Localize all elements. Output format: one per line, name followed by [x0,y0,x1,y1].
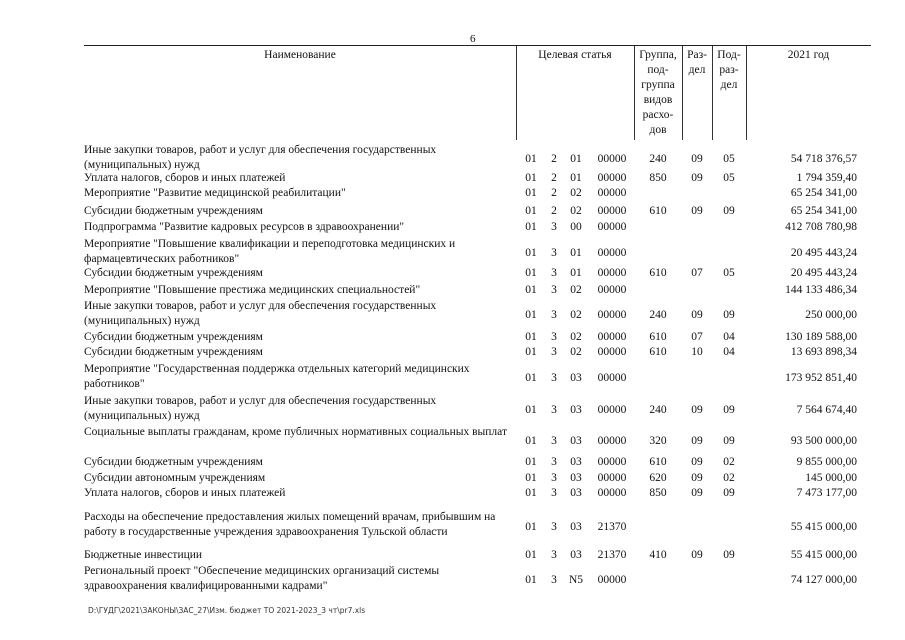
row-subsection: 09 [723,435,735,447]
row-name: Субсидии бюджетным учреждениям [84,456,263,468]
row-c4: 21370 [597,549,627,561]
row-c1: 01 [525,221,537,233]
row-c3: 01 [570,153,582,165]
row-amount: 7 564 674,40 [796,404,857,416]
row-c1: 01 [525,331,537,343]
header-group [634,46,682,140]
row-section: 09 [691,309,703,321]
row-name: Субсидии бюджетным учреждениям [84,267,263,279]
row-name: Уплата налогов, сборов и иных платежей [84,172,286,184]
table-row [84,564,871,594]
row-name: Субсидии бюджетным учреждениям [84,346,263,358]
row-group: 620 [649,472,667,484]
row-c4: 00000 [597,346,627,358]
header-group-line: расхо- [642,109,674,121]
row-c3: N5 [568,574,584,586]
row-subsection: 02 [723,472,735,484]
row-c1: 01 [525,521,537,533]
page-number: 6 [470,33,476,45]
row-subsection: 09 [723,205,735,217]
row-amount: 13 693 898,34 [790,346,857,358]
row-amount: 55 415 000,00 [790,521,857,533]
header-group-line: под- [647,64,669,76]
row-c2: 3 [551,221,557,233]
row-c2: 3 [551,247,557,259]
row-c2: 3 [551,284,557,296]
row-c2: 3 [551,346,557,358]
header-subsection-line: раз- [719,64,739,76]
row-c1: 01 [525,267,537,279]
row-name: Иные закупки товаров, работ и услуг для обеспечения государственных (муниципальных) нужд [84,395,437,422]
row-group: 240 [649,309,667,321]
row-amount: 144 133 486,34 [785,284,857,296]
table-row [84,220,871,235]
row-c4: 00000 [597,153,627,165]
row-c4: 00000 [597,404,627,416]
table-row [84,455,871,470]
row-amount: 65 254 341,00 [790,187,857,199]
row-group: 850 [649,487,667,499]
row-c1: 01 [525,346,537,358]
row-c1: 01 [525,153,537,165]
table-row [84,204,871,219]
table-row [84,548,871,563]
row-c4: 00000 [597,372,627,384]
table-row [84,237,871,267]
row-name: Расходы на обеспечение предоставления жилых помещений врачам, прибывшим на работу в государственные учреждения здравоохранения Тульской области [84,511,496,538]
row-section: 09 [691,472,703,484]
row-name: Бюджетные инвестиции [84,549,203,561]
table-row [84,425,871,455]
row-c2: 3 [551,309,557,321]
row-c3: 03 [570,372,582,384]
row-subsection: 02 [723,456,735,468]
row-c1: 01 [525,435,537,447]
row-amount: 145 000,00 [805,472,857,484]
row-c3: 02 [570,187,582,199]
row-c4: 21370 [597,521,627,533]
row-c4: 00000 [597,574,627,586]
row-c4: 00000 [597,435,627,447]
row-c2: 3 [551,549,557,561]
row-c1: 01 [525,549,537,561]
row-subsection: 09 [723,487,735,499]
row-c4: 00000 [597,187,627,199]
row-section: 07 [691,267,703,279]
row-c4: 00000 [597,247,627,259]
row-name: Мероприятие "Государственная поддержка отдельных категорий медицинских работников" [84,363,470,390]
row-c4: 00000 [597,205,627,217]
row-amount: 7 473 177,00 [796,487,857,499]
row-c3: 02 [570,284,582,296]
row-section: 10 [691,346,703,358]
table-row [84,171,871,186]
row-amount: 130 189 588,00 [785,331,857,343]
row-c1: 01 [525,247,537,259]
table-row [84,186,871,201]
row-c1: 01 [525,309,537,321]
row-c2: 3 [551,574,557,586]
row-subsection: 04 [723,346,735,358]
row-c2: 3 [551,372,557,384]
row-amount: 54 718 376,57 [790,153,857,165]
row-c3: 01 [570,172,582,184]
table-row [84,143,871,173]
row-subsection: 04 [723,331,735,343]
table-row [84,510,871,542]
row-c2: 3 [551,267,557,279]
row-c3: 02 [570,309,582,321]
row-section: 09 [691,404,703,416]
row-c2: 2 [551,205,557,217]
row-c2: 3 [551,521,557,533]
row-subsection: 05 [723,267,735,279]
row-c3: 02 [570,346,582,358]
table-row [84,266,871,281]
row-section: 09 [691,549,703,561]
row-amount: 93 500 000,00 [790,435,857,447]
row-subsection: 09 [723,549,735,561]
row-c1: 01 [525,472,537,484]
table-row [84,362,871,392]
row-c4: 00000 [597,172,627,184]
row-c2: 2 [551,187,557,199]
row-group: 610 [649,331,667,343]
row-c2: 3 [551,487,557,499]
header-section [682,46,712,140]
header-subsection-line: дел [720,79,738,91]
header-subsection [712,46,746,140]
header-section-line: дел [688,64,706,76]
row-c3: 00 [570,221,582,233]
file-path-footer: D:\ГУДГ\2021\ЗАКОНЫ\ЗАС_27\Изм. бюджет ТО 2021-2023_3 чт\pr7.xls [88,606,366,615]
table-row [84,345,871,360]
row-subsection: 09 [723,404,735,416]
row-amount: 74 127 000,00 [790,574,857,586]
row-name: Субсидии бюджетным учреждениям [84,205,263,217]
row-subsection: 05 [723,172,735,184]
row-name: Мероприятие "Повышение квалификации и переподготовка медицинских и фармацевтических работников" [84,238,456,265]
row-section: 07 [691,331,703,343]
header-group-line: дов [649,124,667,136]
row-name: Мероприятие "Повышение престижа медицинских специальностей" [84,284,421,296]
header-name: Наименование [264,49,336,61]
row-c4: 00000 [597,309,627,321]
row-c1: 01 [525,205,537,217]
table-row [84,299,871,329]
row-group: 240 [649,404,667,416]
row-name: Мероприятие "Развитие медицинской реабилитации" [84,187,346,199]
row-section: 09 [691,205,703,217]
row-c2: 3 [551,404,557,416]
row-c4: 00000 [597,331,627,343]
row-c3: 02 [570,205,582,217]
row-name: Уплата налогов, сборов и иных платежей [84,487,286,499]
row-group: 850 [649,172,667,184]
row-c2: 3 [551,331,557,343]
row-amount: 65 254 341,00 [790,205,857,217]
row-name: Региональный проект "Обеспечение медицинских организаций системы здравоохранения квалифицированными кадрами" [84,565,440,592]
row-section: 09 [691,153,703,165]
row-c4: 00000 [597,284,627,296]
row-amount: 55 415 000,00 [790,549,857,561]
row-amount: 20 495 443,24 [790,247,857,259]
header-target: Целевая статья [538,49,612,61]
row-section: 09 [691,487,703,499]
row-c3: 02 [570,331,582,343]
row-c3: 03 [570,549,582,561]
table-header [84,45,871,140]
table-row [84,486,871,501]
row-c4: 00000 [597,267,627,279]
row-group: 610 [649,205,667,217]
row-c4: 00000 [597,221,627,233]
row-c2: 3 [551,456,557,468]
row-c1: 01 [525,574,537,586]
row-c3: 01 [570,247,582,259]
header-section-line: Раз- [687,49,707,61]
row-group: 410 [649,549,667,561]
row-amount: 9 855 000,00 [796,456,857,468]
row-c1: 01 [525,187,537,199]
row-c1: 01 [525,284,537,296]
row-amount: 20 495 443,24 [790,267,857,279]
row-group: 610 [649,346,667,358]
row-name: Социальные выплаты гражданам, кроме публичных нормативных социальных выплат [84,426,507,438]
header-year: 2021 год [787,49,830,61]
row-subsection: 09 [723,309,735,321]
row-c3: 03 [570,435,582,447]
row-name: Иные закупки товаров, работ и услуг для обеспечения государственных (муниципальных) нужд [84,144,437,171]
row-section: 09 [691,435,703,447]
row-amount: 173 952 851,40 [785,372,857,384]
row-c3: 03 [570,472,582,484]
header-group-line: Группа, [639,49,677,61]
row-amount: 412 708 780,98 [785,221,857,233]
row-c2: 3 [551,435,557,447]
row-c3: 01 [570,267,582,279]
row-c1: 01 [525,172,537,184]
row-name: Иные закупки товаров, работ и услуг для обеспечения государственных (муниципальных) нужд [84,300,437,327]
row-amount: 1 794 359,40 [796,172,857,184]
row-section: 09 [691,456,703,468]
row-c4: 00000 [597,472,627,484]
row-name: Субсидии бюджетным учреждениям [84,331,263,343]
row-section: 09 [691,172,703,184]
table-row [84,330,871,345]
row-c3: 03 [570,487,582,499]
row-c2: 2 [551,153,557,165]
header-group-line: видов [643,94,673,106]
row-group: 610 [649,456,667,468]
table-row [84,471,871,486]
header-group-line: группа [641,79,675,91]
row-c4: 00000 [597,487,627,499]
header-subsection-line: Под- [717,49,741,61]
row-c3: 03 [570,404,582,416]
row-c2: 3 [551,472,557,484]
row-group: 610 [649,267,667,279]
row-c3: 03 [570,521,582,533]
row-group: 240 [649,153,667,165]
row-c4: 00000 [597,456,627,468]
table-row [84,394,871,424]
row-group: 320 [649,435,667,447]
row-name: Субсидии автономным учреждениям [84,472,266,484]
row-c1: 01 [525,372,537,384]
row-c1: 01 [525,456,537,468]
row-c1: 01 [525,404,537,416]
table-row [84,283,871,298]
row-c1: 01 [525,487,537,499]
row-amount: 250 000,00 [805,309,857,321]
row-c3: 03 [570,456,582,468]
row-c2: 2 [551,172,557,184]
row-subsection: 05 [723,153,735,165]
row-name: Подпрограмма "Развитие кадровых ресурсов в здравоохранении" [84,221,405,233]
